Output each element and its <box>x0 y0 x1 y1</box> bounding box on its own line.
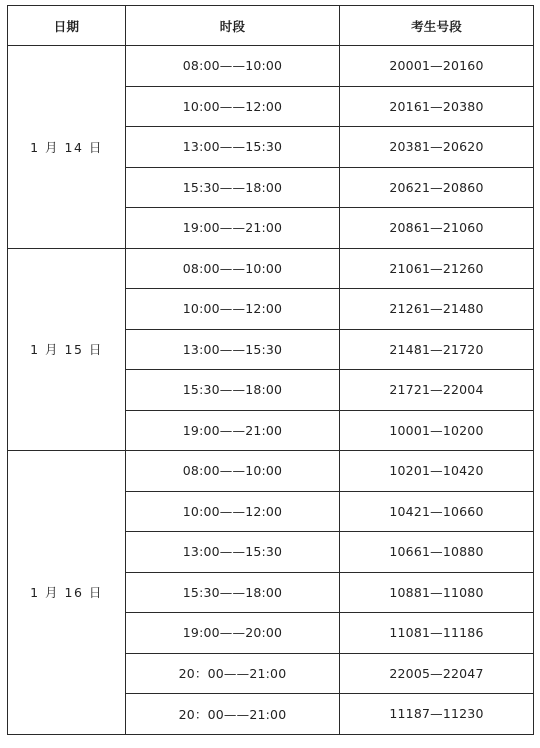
time-cell: 10:00——12:00 <box>126 491 340 532</box>
time-cell: 20：00——21:00 <box>126 694 340 735</box>
time-cell: 19:00——20:00 <box>126 613 340 654</box>
time-cell: 10:00——12:00 <box>126 289 340 330</box>
time-cell: 19:00——21:00 <box>126 208 340 249</box>
number-range-cell: 20001—20160 <box>340 46 534 87</box>
exam-schedule-table <box>7 5 534 735</box>
header-number-range: 考生号段 <box>340 6 534 46</box>
date-cell: 1 月 14 日 <box>8 46 126 249</box>
time-cell: 08:00——10:00 <box>126 451 340 492</box>
time-cell: 13:00——15:30 <box>126 127 340 168</box>
table-row <box>8 451 534 492</box>
schedule-body <box>8 46 534 735</box>
number-range-cell: 22005—22047 <box>340 653 534 694</box>
number-range-cell: 10661—10880 <box>340 532 534 573</box>
number-range-cell: 11081—11186 <box>340 613 534 654</box>
number-range-cell: 21721—22004 <box>340 370 534 411</box>
time-cell: 08:00——10:00 <box>126 46 340 87</box>
number-range-cell: 10421—10660 <box>340 491 534 532</box>
time-cell: 19:00——21:00 <box>126 410 340 451</box>
time-cell: 13:00——15:30 <box>126 329 340 370</box>
table-row <box>8 46 534 87</box>
date-cell: 1 月 16 日 <box>8 451 126 735</box>
header-date: 日期 <box>8 6 126 46</box>
time-cell: 10:00——12:00 <box>126 86 340 127</box>
header-row <box>8 6 534 46</box>
time-cell: 08:00——10:00 <box>126 248 340 289</box>
number-range-cell: 10201—10420 <box>340 451 534 492</box>
header-time: 时段 <box>126 6 340 46</box>
time-cell: 15:30——18:00 <box>126 572 340 613</box>
table-row <box>8 248 534 289</box>
number-range-cell: 11187—11230 <box>340 694 534 735</box>
time-cell: 13:00——15:30 <box>126 532 340 573</box>
number-range-cell: 10881—11080 <box>340 572 534 613</box>
number-range-cell: 20621—20860 <box>340 167 534 208</box>
number-range-cell: 10001—10200 <box>340 410 534 451</box>
time-cell: 20：00——21:00 <box>126 653 340 694</box>
number-range-cell: 21061—21260 <box>340 248 534 289</box>
number-range-cell: 20381—20620 <box>340 127 534 168</box>
date-cell: 1 月 15 日 <box>8 248 126 451</box>
number-range-cell: 20161—20380 <box>340 86 534 127</box>
number-range-cell: 21481—21720 <box>340 329 534 370</box>
number-range-cell: 20861—21060 <box>340 208 534 249</box>
number-range-cell: 21261—21480 <box>340 289 534 330</box>
time-cell: 15:30——18:00 <box>126 167 340 208</box>
time-cell: 15:30——18:00 <box>126 370 340 411</box>
